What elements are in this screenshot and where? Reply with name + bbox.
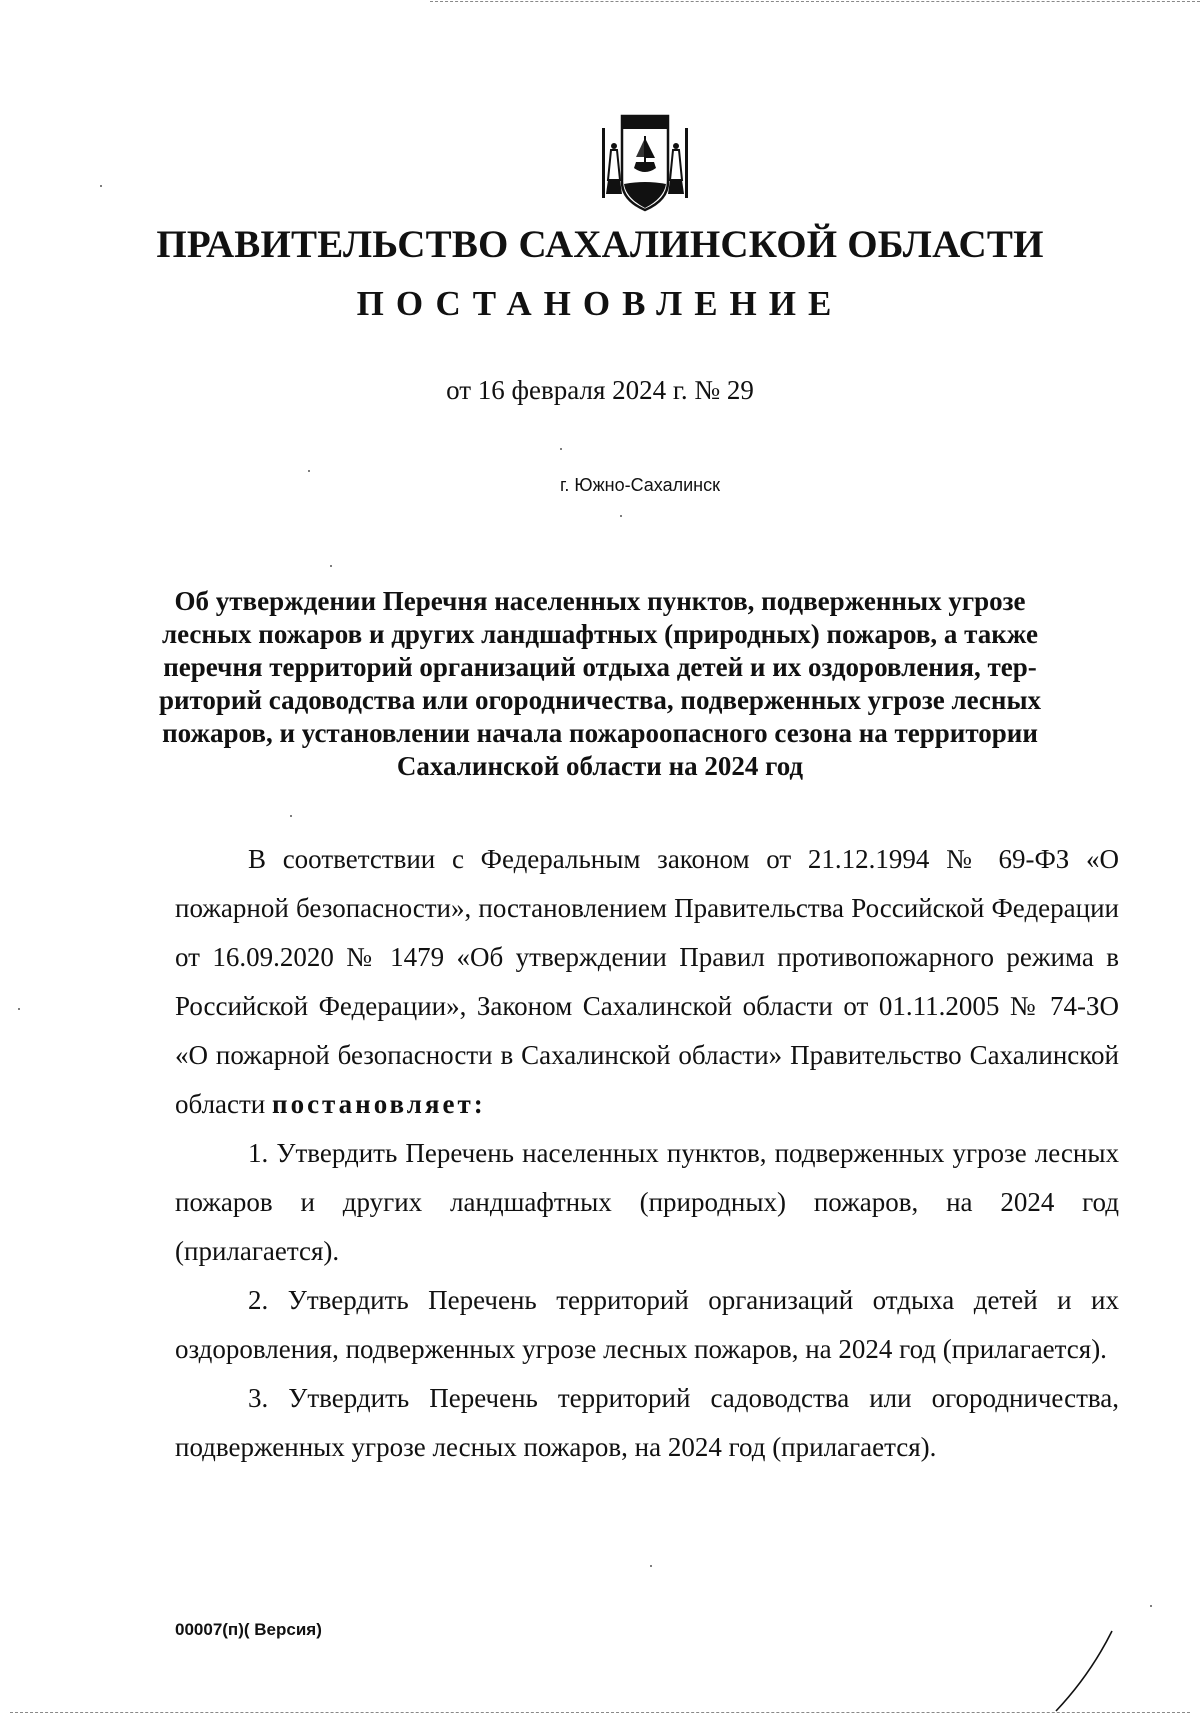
subject-line: лесных пожаров и других ландшафтных (природных) пожаров, а также — [161, 619, 1039, 649]
resolution-item-3: 3. Утвердить Перечень территорий садоводства или огородничества, подверженных угрозе лесных пожаров, на 2024 год (прилагается). — [175, 1383, 1119, 1462]
subject-line: Об утверждении Перечня населенных пунктов, подверженных угрозе — [174, 586, 1026, 616]
subject-line: Сахалинской области на 2024 год — [396, 751, 804, 781]
preamble-text: В соответствии с Федеральным законом от 21.12.1994 № 69-ФЗ «О пожарной безопасности», постановлением Правительства Российской Федерации от 16.09.2020 № 1479 «Об утверждении Правил противопожарного режима в Российской Федерации», Законом Сахалинской области от 01.11.2005 № 74-ЗО «О пожарной безопасности в Сахалинской области» Правительство Сахалинской области — [175, 844, 1119, 1119]
scan-edge-top — [430, 1, 1200, 2]
document-date-number: от 16 февраля 2024 г. № 29 — [446, 375, 754, 405]
scan-speck — [100, 185, 102, 187]
scan-speck — [18, 1008, 20, 1010]
scan-speck — [650, 1565, 652, 1567]
signature-stroke — [1050, 1625, 1120, 1715]
scan-edge-bottom — [10, 1712, 1190, 1713]
subject-line: риторий садоводства или огородничества, подверженных угрозе лесных — [158, 685, 1042, 715]
decree-word: постановляет: — [272, 1089, 486, 1119]
subject-line: перечня территорий организаций отдыха детей и их оздоровления, тер- — [163, 652, 1037, 682]
subject-line: пожаров, и установлении начала пожароопасного сезона на территории — [162, 718, 1038, 748]
resolution-item-1: 1. Утвердить Перечень населенных пунктов, подверженных угрозе лесных пожаров и других ландшафтных (природных) пожаров, на 2024 год (прилагается). — [175, 1138, 1119, 1266]
scan-speck — [560, 448, 562, 450]
scan-speck — [1150, 1605, 1152, 1607]
resolution-item-2: 2. Утвердить Перечень территорий организаций отдыха детей и их оздоровления, подверженных угрозе лесных пожаров, на 2024 год (прилагается). — [175, 1285, 1119, 1364]
document-city: г. Южно-Сахалинск — [560, 475, 720, 495]
scan-speck — [290, 815, 292, 817]
document-body — [175, 835, 1119, 1472]
document-type-heading: ПОСТАНОВЛЕНИЕ — [356, 284, 844, 323]
scan-speck — [330, 565, 332, 567]
footer-form-code: 00007(п)( Версия) — [175, 1620, 322, 1639]
document-subject — [150, 585, 1050, 783]
scan-speck — [620, 515, 622, 517]
scan-speck — [308, 470, 310, 472]
coat-of-arms-icon — [596, 110, 694, 214]
organization-title: ПРАВИТЕЛЬСТВО САХАЛИНСКОЙ ОБЛАСТИ — [156, 223, 1044, 266]
preamble-paragraph — [175, 835, 1119, 1129]
